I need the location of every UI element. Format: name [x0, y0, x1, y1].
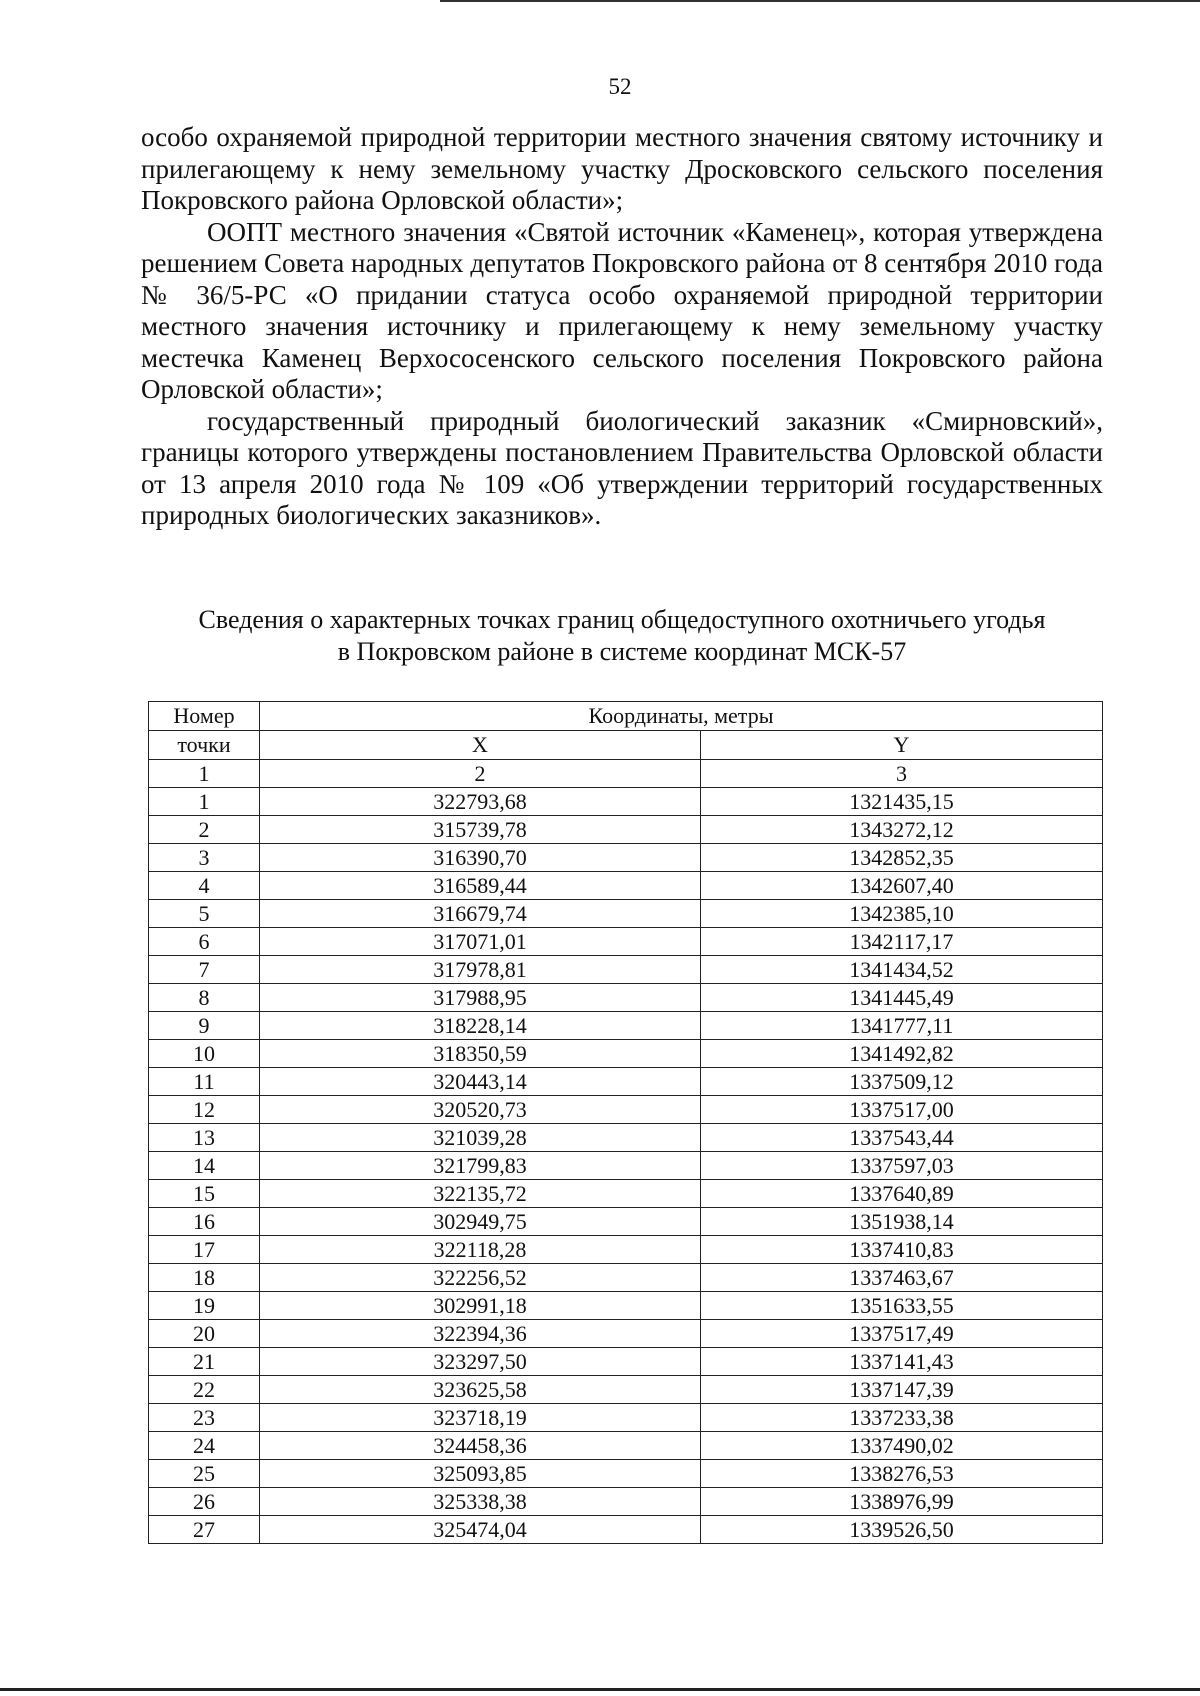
cell-point-number: 14 [149, 1152, 260, 1180]
table-row [149, 1264, 1103, 1292]
cell-point-number: 11 [149, 1068, 260, 1096]
cell-point-number: 20 [149, 1320, 260, 1348]
cell-x: 316390,70 [260, 844, 701, 872]
cell-x: 315739,78 [260, 816, 701, 844]
paragraph-smirnovsky: государственный природный биологический заказник «Смирновский», границы которого утверждены постановлением Правительства Орловской области от 13 апреля 2010 года № 109 «Об утверждении территорий государственных природных биологических заказников». [141, 405, 1103, 530]
cell-x: 316589,44 [260, 872, 701, 900]
table-row [149, 928, 1103, 956]
cell-x: 302949,75 [260, 1208, 701, 1236]
cell-x: 323625,58 [260, 1376, 701, 1404]
table-row [149, 1516, 1103, 1544]
cell-y: 1342607,40 [701, 872, 1103, 900]
cell-point-number: 3 [149, 844, 260, 872]
cell-x: 322118,28 [260, 1236, 701, 1264]
body-text [141, 122, 1103, 532]
cell-y: 1337141,43 [701, 1348, 1103, 1376]
cell-x: 323297,50 [260, 1348, 701, 1376]
table-title-line-1: Сведения о характерных точках границ общедоступного охотничьего угодья [198, 605, 1046, 634]
cell-x: 318228,14 [260, 1012, 701, 1040]
table-row [149, 1068, 1103, 1096]
cell-point-number: 12 [149, 1096, 260, 1124]
cell-point-number: 17 [149, 1236, 260, 1264]
cell-y: 1339526,50 [701, 1516, 1103, 1544]
cell-y: 1337597,03 [701, 1152, 1103, 1180]
cell-y: 1338276,53 [701, 1460, 1103, 1488]
table-row [149, 872, 1103, 900]
cell-x: 321039,28 [260, 1124, 701, 1152]
cell-point-number: 9 [149, 1012, 260, 1040]
cell-x: 317988,95 [260, 984, 701, 1012]
cell-y: 1337410,83 [701, 1236, 1103, 1264]
cell-point-number: 5 [149, 900, 260, 928]
column-number-3: 3 [701, 760, 1103, 788]
cell-y: 1342852,35 [701, 844, 1103, 872]
page-number: 52 [608, 74, 632, 99]
scan-top-edge-line [440, 0, 1200, 2]
paragraph-kamenets: ООПТ местного значения «Святой источник «Каменец», которая утверждена решением Совета народных депутатов Покровского района от 8 сентября 2010 года № 36/5-РС «О придании статуса особо охраняемой природной территории местного значения источнику и прилегающему к нему земельному участку местечка Каменец Верхососенского сельского поселения Покровского района Орловской области»; [141, 216, 1103, 404]
cell-y: 1337490,02 [701, 1432, 1103, 1460]
table-row [149, 1376, 1103, 1404]
cell-point-number: 26 [149, 1488, 260, 1516]
coordinates-table [148, 701, 1103, 1544]
cell-y: 1337517,00 [701, 1096, 1103, 1124]
cell-x: 322394,36 [260, 1320, 701, 1348]
column-number-1: 1 [149, 760, 260, 788]
table-row [149, 1180, 1103, 1208]
scan-bottom-edge-line [0, 1688, 1200, 1691]
cell-x: 316679,74 [260, 900, 701, 928]
cell-point-number: 22 [149, 1376, 260, 1404]
cell-y: 1338976,99 [701, 1488, 1103, 1516]
table-row [149, 1096, 1103, 1124]
table-row [149, 1208, 1103, 1236]
cell-point-number: 10 [149, 1040, 260, 1068]
cell-x: 322256,52 [260, 1264, 701, 1292]
table-row [149, 816, 1103, 844]
table-row [149, 1040, 1103, 1068]
cell-x: 321799,83 [260, 1152, 701, 1180]
paragraph-continuation: особо охраняемой природной территории местного значения святому источнику и прилегающему к нему земельному участку Дросковского сельского поселения Покровского района Орловской области»; [141, 122, 1103, 215]
cell-y: 1337543,44 [701, 1124, 1103, 1152]
table-row [149, 844, 1103, 872]
cell-point-number: 16 [149, 1208, 260, 1236]
table-row [149, 1124, 1103, 1152]
cell-point-number: 24 [149, 1432, 260, 1460]
header-y: Y [701, 731, 1103, 760]
column-number-2: 2 [260, 760, 701, 788]
cell-y: 1342385,10 [701, 900, 1103, 928]
cell-y: 1351633,55 [701, 1292, 1103, 1320]
cell-x: 322793,68 [260, 788, 701, 816]
table-row [149, 1404, 1103, 1432]
table-row [149, 900, 1103, 928]
cell-y: 1321435,15 [701, 788, 1103, 816]
cell-y: 1341492,82 [701, 1040, 1103, 1068]
table-row [149, 1348, 1103, 1376]
cell-point-number: 4 [149, 872, 260, 900]
cell-x: 320443,14 [260, 1068, 701, 1096]
cell-y: 1342117,17 [701, 928, 1103, 956]
cell-point-number: 21 [149, 1348, 260, 1376]
cell-point-number: 25 [149, 1460, 260, 1488]
cell-point-number: 8 [149, 984, 260, 1012]
cell-x: 322135,72 [260, 1180, 701, 1208]
cell-point-number: 19 [149, 1292, 260, 1320]
table-row [149, 1236, 1103, 1264]
cell-y: 1337509,12 [701, 1068, 1103, 1096]
table-row [149, 984, 1103, 1012]
table-row [149, 1320, 1103, 1348]
coordinates-table-body [149, 788, 1103, 1544]
cell-x: 325338,38 [260, 1488, 701, 1516]
cell-point-number: 1 [149, 788, 260, 816]
table-row [149, 1012, 1103, 1040]
table-row [149, 1432, 1103, 1460]
cell-y: 1337463,67 [701, 1264, 1103, 1292]
table-title-line-2: в Покровском районе в системе координат МСК-57 [337, 637, 907, 666]
cell-y: 1351938,14 [701, 1208, 1103, 1236]
cell-point-number: 2 [149, 816, 260, 844]
cell-point-number: 15 [149, 1180, 260, 1208]
cell-y: 1337233,38 [701, 1404, 1103, 1432]
cell-x: 317071,01 [260, 928, 701, 956]
cell-x: 325093,85 [260, 1460, 701, 1488]
cell-y: 1337517,49 [701, 1320, 1103, 1348]
cell-x: 320520,73 [260, 1096, 701, 1124]
header-coordinates: Координаты, метры [260, 702, 1103, 731]
cell-point-number: 6 [149, 928, 260, 956]
table-row [149, 1152, 1103, 1180]
cell-x: 302991,18 [260, 1292, 701, 1320]
table-title [141, 604, 1103, 668]
header-x: X [260, 731, 701, 760]
cell-y: 1341777,11 [701, 1012, 1103, 1040]
cell-x: 324458,36 [260, 1432, 701, 1460]
cell-x: 323718,19 [260, 1404, 701, 1432]
header-point-number: Номер [149, 702, 260, 731]
cell-y: 1337147,39 [701, 1376, 1103, 1404]
header-point-number-line2: точки [149, 731, 260, 760]
cell-point-number: 13 [149, 1124, 260, 1152]
cell-y: 1341434,52 [701, 956, 1103, 984]
table-row [149, 1488, 1103, 1516]
table-row [149, 1460, 1103, 1488]
cell-y: 1337640,89 [701, 1180, 1103, 1208]
cell-point-number: 27 [149, 1516, 260, 1544]
cell-point-number: 18 [149, 1264, 260, 1292]
cell-x: 317978,81 [260, 956, 701, 984]
table-row [149, 1292, 1103, 1320]
table-row [149, 788, 1103, 816]
cell-y: 1341445,49 [701, 984, 1103, 1012]
cell-point-number: 23 [149, 1404, 260, 1432]
table-row [149, 956, 1103, 984]
cell-y: 1343272,12 [701, 816, 1103, 844]
cell-x: 325474,04 [260, 1516, 701, 1544]
cell-point-number: 7 [149, 956, 260, 984]
cell-x: 318350,59 [260, 1040, 701, 1068]
